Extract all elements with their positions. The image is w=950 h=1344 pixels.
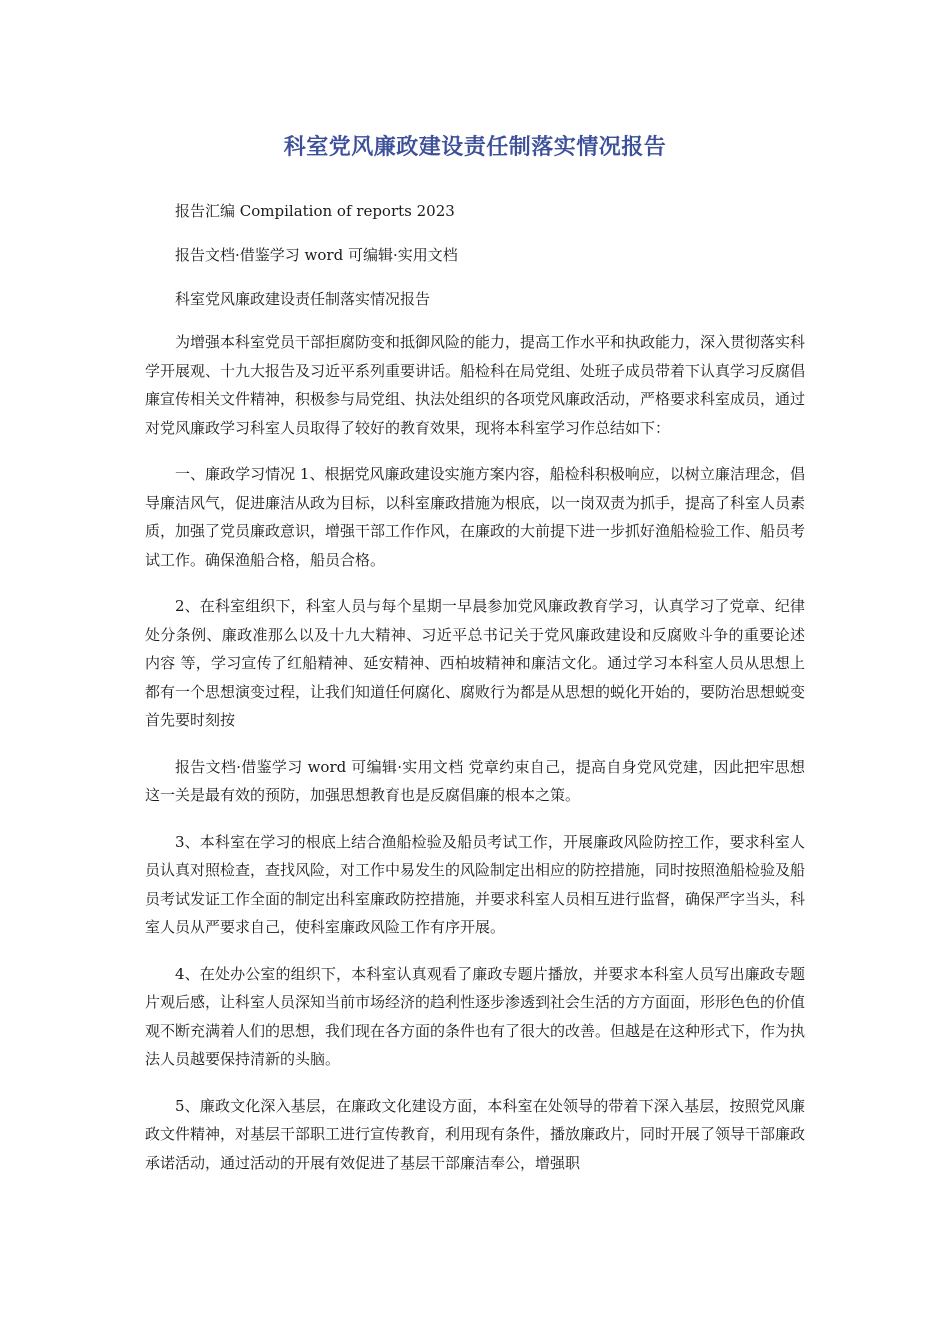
paragraph-item-3: 3、本科室在学习的根底上结合渔船检验及船员考试工作，开展廉政风险防控工作，要求科室人员认真对照检查，查找风险，对工作中易发生的风险制定出相应的防控措施，同时按照渔船检验及船员考试发证工作全面的制定出科室廉政防控措施，并要求科室人员相互进行监督，确保严字当头，科室人员从严要求自己，使科室廉政风险工作有序开展。 — [145, 832, 806, 936]
paragraph-section-1: 一、廉政学习情况 1、根据党风廉政建设实施方案内容，船检科积极响应，以树立廉洁理念，倡导廉洁风气，促进廉洁从政为目标，以科室廉政措施为根底，以一岗双责为抓手，提高了科室人员素质，加强了党员廉政意识，增强干部工作作风，在廉政的大前提下进一步抓好渔船检验工作、船员考试工作。确保渔船合格，船员合格。 — [145, 465, 806, 569]
paragraph-item-2: 2、在科室组织下，科室人员与每个星期一早晨参加党风廉政教育学习，认真学习了党章、纪律处分条例、廉政准那么以及十九大精神、习近平总书记关于党风廉政建设和反腐败斗争的重要论述 内容 等，学习宣传了红船精神、延安精神、西柏坡精神和廉洁文化。通过学习本科室人员从思想上都有一个思想演变过程，让我们知道任何腐化、腐败行为都是从思想的蜕化开始的，要防治思想蜕变首先要时刻按 — [145, 597, 806, 729]
meta-line-subtitle: 科室党风廉政建设责任制落实情况报告 — [175, 290, 431, 308]
paragraph-continuation: 报告文档·借鉴学习 word 可编辑·实用文档 党章约束自己，提高自身党风党建，因此把牢思想这一关是最有效的预防，加强思想教育也是反腐倡廉的根本之策。 — [145, 757, 805, 804]
document-title: 科室党风廉政建设责任制落实情况报告 — [283, 135, 667, 160]
paragraph-item-5: 5、廉政文化深入基层，在廉政文化建设方面，本科室在处领导的带着下深入基层，按照党风廉政文件精神，对基层干部职工进行宣传教育，利用现有条件，播放廉政片，同时开展了领导干部廉政承诺活动，通过活动的开展有效促进了基层干部廉洁奉公，增强职 — [145, 1096, 806, 1172]
document-page — [145, 128, 805, 1195]
meta-line-doc-type: 报告文档·借鉴学习 word 可编辑·实用文档 — [175, 246, 458, 264]
paragraph-item-4: 4、在处办公室的组织下，本科室认真观看了廉政专题片播放，并要求本科室人员写出廉政专题片观后感，让科室人员深知当前市场经济的趋利性逐步渗透到社会生活的方方面面，形形色色的价值观不断充满着人们的思想，我们现在各方面的条件也有了很大的改善。但越是在这种形式下，作为执法人员越要保持清新的头脑。 — [145, 964, 806, 1068]
paragraph-intro: 为增强本科室党员干部拒腐防变和抵御风险的能力，提高工作水平和执政能力，深入贯彻落实科学开展观、十九大报告及习近平系列重要讲话。船检科在局党组、处班子成员带着下认真学习反腐倡廉宣传相关文件精神，积极参与局党组、执法处组织的各项党风廉政活动，严格要求科室成员，通过对党风廉政学习科室人员取得了较好的教育效果，现将本科室学习作总结如下： — [145, 333, 806, 437]
meta-line-collection: 报告汇编 Compilation of reports 2023 — [175, 202, 455, 220]
